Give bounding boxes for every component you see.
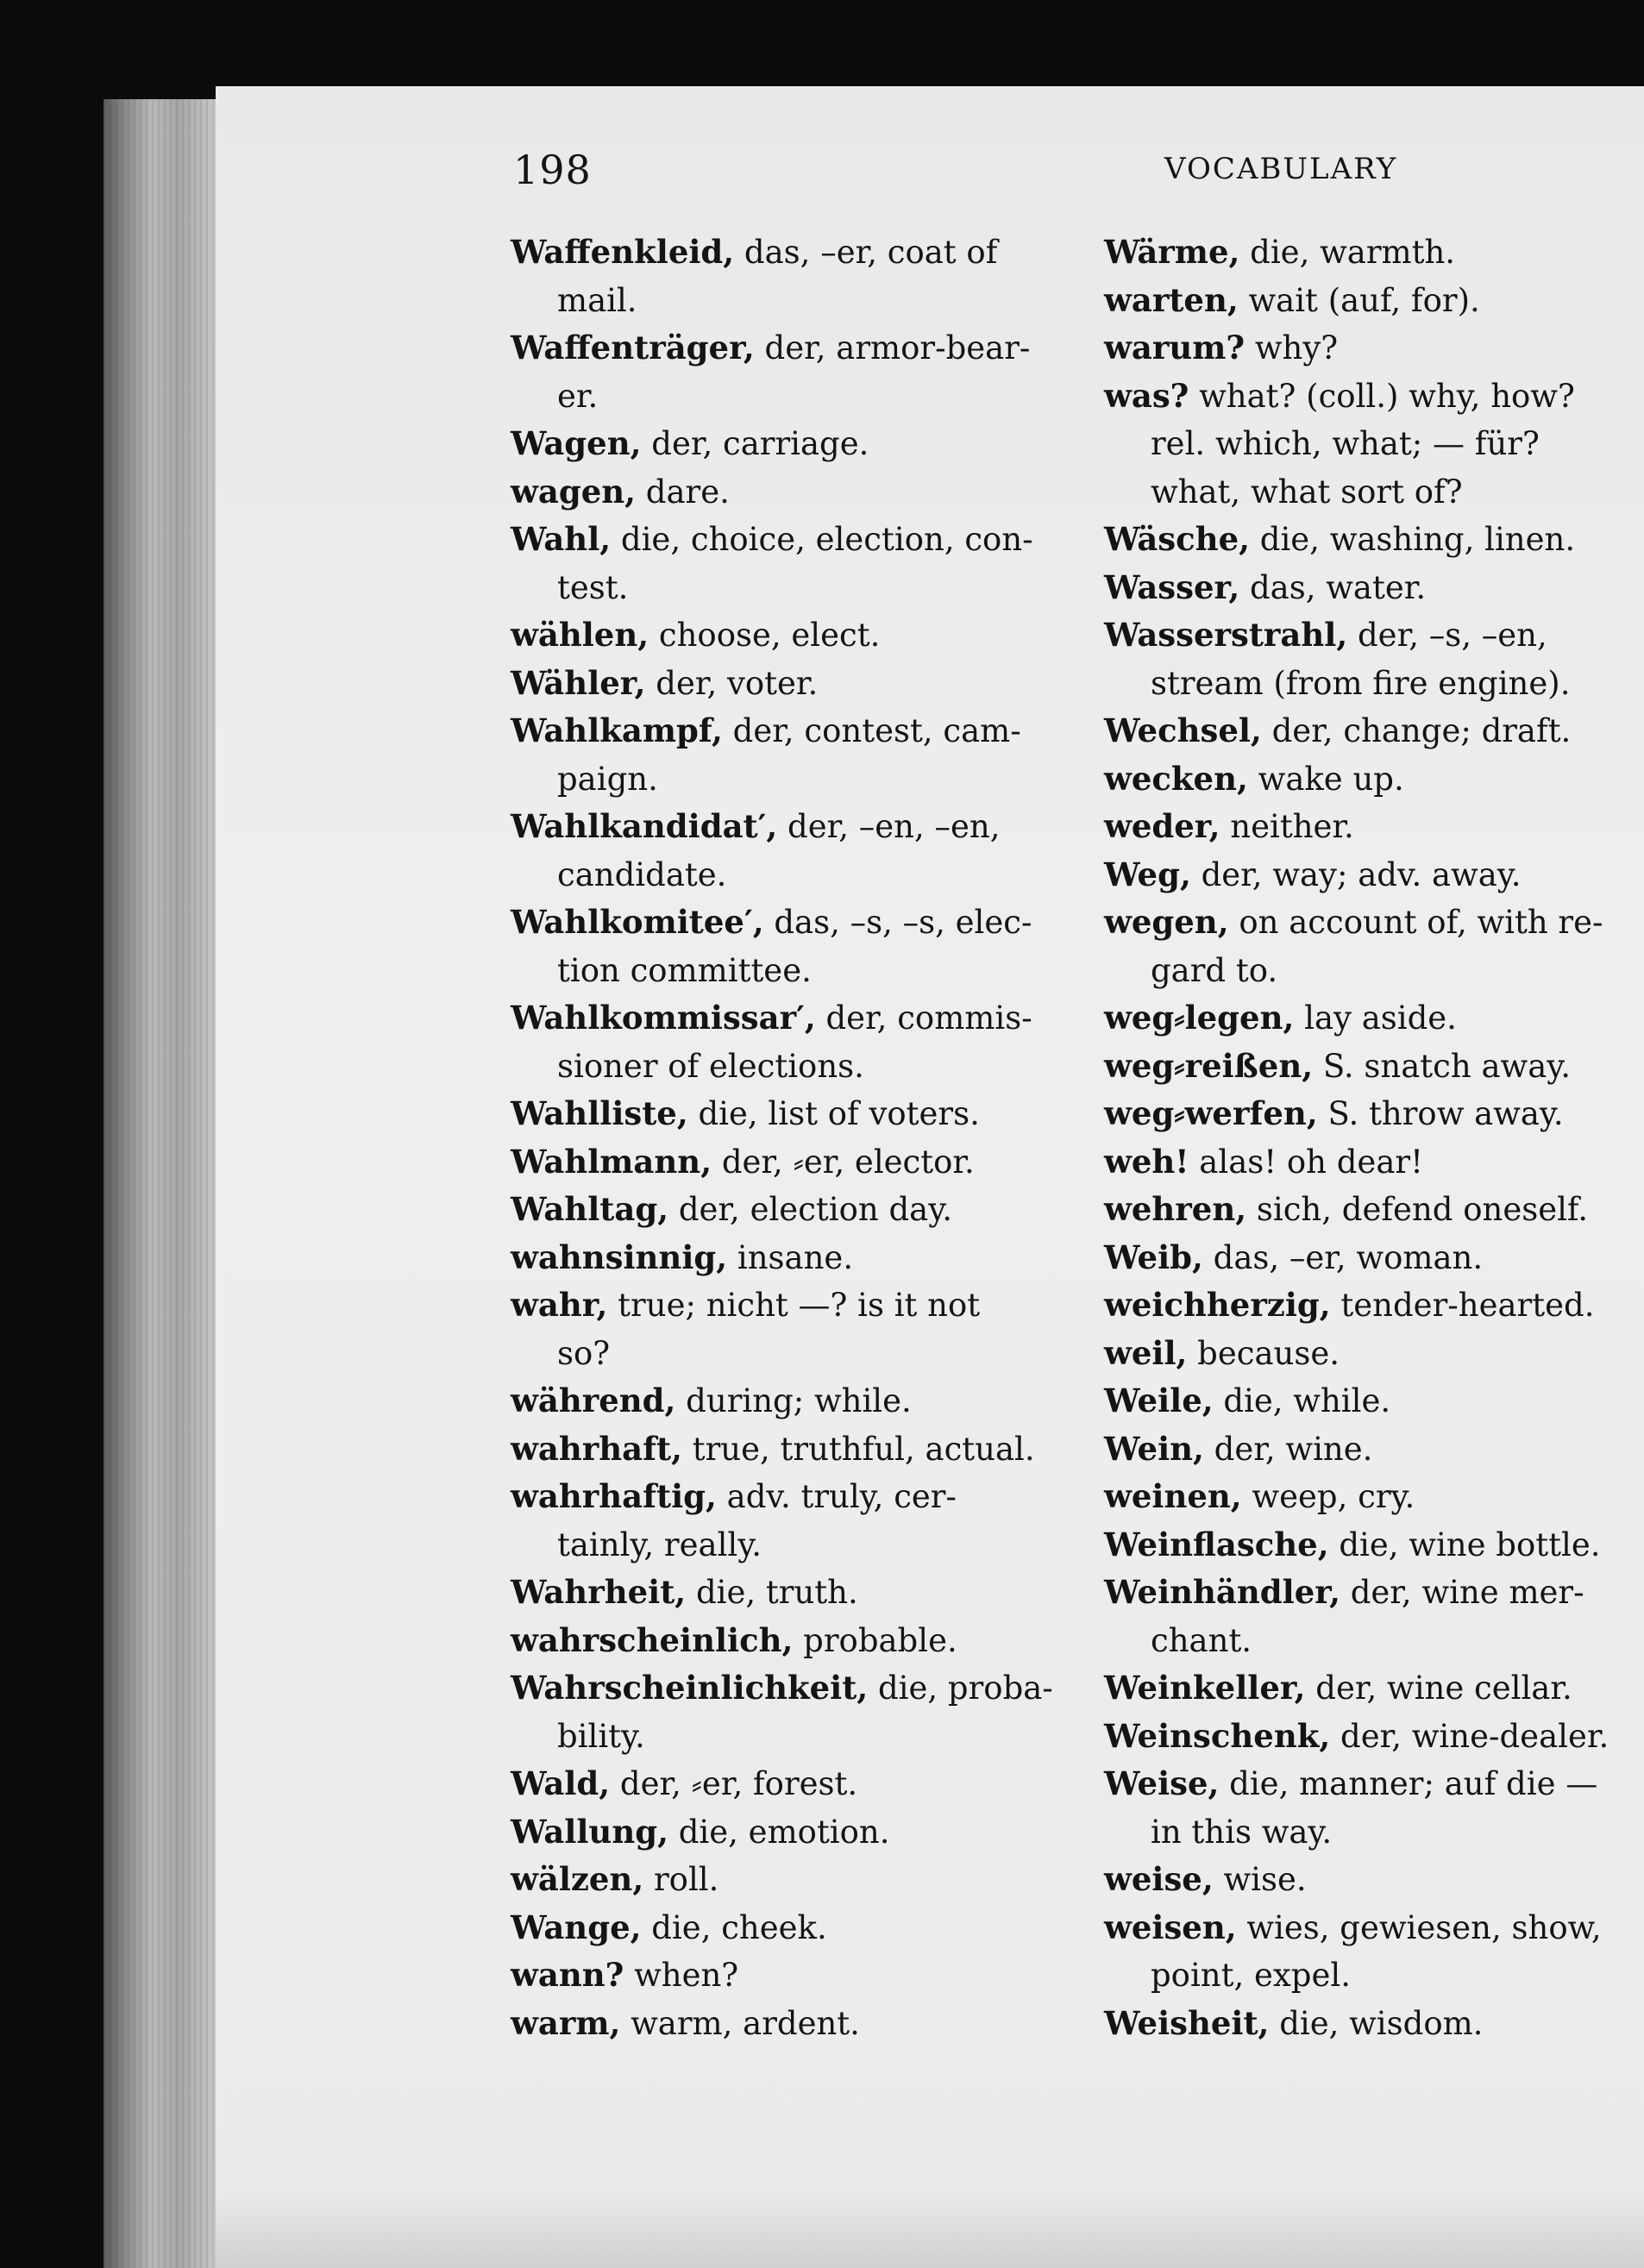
entry [1104,324,1644,373]
definition: der, voter. [645,664,819,702]
headword: Wein, [1104,1429,1204,1468]
entry [1104,2000,1644,2048]
definition-continued: paign. [557,760,658,798]
definition-continued: candidate. [557,855,727,893]
definition: S. throw away. [1317,1095,1564,1132]
headword: Weinschenk, [1104,1716,1331,1755]
headword: Wahlkampf, [511,711,723,749]
headword: wegen, [1104,903,1229,941]
headword: wahr, [511,1286,608,1324]
definition: die, wisdom. [1269,2004,1484,2042]
headword: wahnsinnig, [511,1237,728,1276]
definition: adv. truly, cer- [716,1478,957,1515]
entry [1104,1281,1644,1330]
definition: die, truth. [686,1574,858,1611]
entry [1104,564,1644,612]
headword: Weile, [1104,1381,1214,1419]
headword: wahrscheinlich, [511,1620,794,1659]
headword: Wahrscheinlichkeit, [511,1669,869,1707]
headword: weil, [1104,1333,1188,1372]
headword: wann? [511,1956,624,1994]
definition: das, –er, woman. [1202,1238,1484,1276]
headword: während, [511,1381,676,1419]
headword: weise, [1104,1860,1214,1898]
page-number: 198 [513,147,592,193]
headword: weinen, [1104,1477,1242,1515]
definition: der, wine mer- [1340,1574,1584,1611]
entry [1104,373,1644,517]
definition-continued: chant. [1151,1621,1252,1659]
headword: Waffenkleid, [511,233,735,271]
headword: Wechsel, [1104,711,1262,749]
entry [1104,1186,1644,1234]
entry [1104,1521,1644,1569]
definition-continued: point, expel. [1151,1957,1351,1994]
book-page-edges [104,99,224,2268]
headword: wagen, [511,472,637,511]
definition: der, contest, cam- [722,712,1021,749]
definition: S. snatch away. [1313,1047,1572,1085]
headword: Weinflasche, [1104,1525,1329,1563]
headword: weisen, [1104,1908,1237,1946]
definition: insane. [727,1238,854,1276]
headword: Wähler, [511,663,646,702]
definition: der, wine-dealer. [1330,1717,1609,1755]
definition-continued: gard to. [1151,951,1278,989]
definition: die, while. [1213,1382,1391,1419]
entry [1104,707,1644,755]
headword: Weg, [1104,855,1191,893]
definition: wake up. [1247,760,1404,798]
definition: die, warmth. [1239,234,1456,271]
definition: true, truthful, actual. [681,1430,1035,1468]
entry [1104,851,1644,899]
headword: weh! [1104,1142,1189,1181]
definition: die, washing, linen. [1250,521,1576,558]
headword: Wagen, [511,424,642,462]
headword: Weisheit, [1104,2003,1270,2042]
headword: Weib, [1104,1237,1203,1276]
definition: der, way; adv. away. [1190,855,1522,893]
headword: Wahlkomitee′, [511,903,764,941]
entry [1104,899,1644,994]
headword: Weinhändler, [1104,1573,1340,1611]
entry [1104,1664,1644,1713]
definition: during; while. [675,1382,912,1419]
headword: Wasser, [1104,567,1240,606]
entry [1104,277,1644,325]
definition: what? (coll.) why, how? [1189,377,1575,415]
definition: die, proba- [868,1670,1053,1707]
definition-continued: what, what sort of? [1151,473,1463,511]
entry [1104,755,1644,804]
definition-continued: tainly, really. [557,1526,762,1563]
headword: weichherzig, [1104,1286,1331,1324]
definition: wait (auf, for). [1238,281,1480,319]
entry [1104,229,1644,277]
entry [1104,611,1644,707]
entry [1104,1330,1644,1378]
definition: der, –en, –en, [777,808,1001,845]
entry [1104,1569,1644,1664]
definition: lay aside. [1294,999,1457,1037]
definition-continued: in this way. [1151,1813,1333,1851]
headword: wehren, [1104,1190,1247,1228]
definition: der, wine cellar. [1305,1670,1572,1707]
headword: Weinkeller, [1104,1669,1306,1707]
definition: warm, ardent. [620,2004,860,2042]
definition: der, wine. [1203,1430,1373,1468]
page-bottom-shadow [216,2190,1644,2268]
definition-continued: so? [557,1334,611,1372]
entry [1104,1377,1644,1425]
definition-continued: rel. which, what; — für? [1151,425,1540,462]
definition: der, election day. [668,1191,952,1228]
headword: Wald, [511,1764,611,1802]
entry [1104,1904,1644,2000]
definition: because. [1187,1334,1340,1372]
headword: Wahl, [511,520,612,558]
headword: Wasserstrahl, [1104,616,1348,654]
entry [1104,516,1644,564]
definition: dare. [636,473,730,511]
definition: choose, elect. [649,617,881,654]
definition: weep, cry. [1241,1478,1415,1515]
definition-continued: bility. [557,1717,645,1755]
entry [1104,1090,1644,1138]
definition: alas! oh dear! [1189,1143,1423,1181]
running-title: VOCABULARY [1164,152,1398,186]
definition: wies, gewiesen, show, [1236,1908,1602,1946]
entry [1104,1138,1644,1187]
definition: die, emotion. [668,1813,890,1851]
headword: weg⸗reißen, [1104,1046,1314,1085]
definition: der, ⸗er, elector. [712,1143,975,1181]
definition-continued: stream (from fire engine). [1151,664,1571,702]
right-column [1104,229,1644,2047]
definition: die, manner; auf die — [1219,1765,1598,1802]
definition: das, –er, coat of [734,234,998,271]
entry [1104,1425,1644,1474]
headword: weg⸗werfen, [1104,1094,1318,1132]
headword: warm, [511,2003,621,2042]
headword: wecken, [1104,759,1248,798]
headword: Wahlmann, [511,1142,712,1181]
definition: why? [1245,329,1339,367]
definition: die, list of voters. [687,1095,980,1132]
headword: wählen, [511,616,649,654]
definition: tender-hearted. [1330,1287,1595,1324]
entry [1104,1234,1644,1282]
definition-continued: sioner of elections. [557,1047,864,1085]
headword: weder, [1104,807,1220,845]
definition: der, –s, –en, [1347,617,1547,654]
headword: Wange, [511,1908,642,1946]
headword: Wahltag, [511,1190,669,1228]
definition: der, commis- [815,999,1032,1037]
headword: wahrhaft, [511,1429,682,1468]
definition-continued: test. [557,568,629,606]
definition: der, armor-bear- [754,329,1031,367]
headword: Wahlliste, [511,1094,688,1132]
headword: weg⸗legen, [1104,999,1295,1037]
definition: die, cheek. [641,1908,827,1946]
definition: roll. [643,1861,719,1898]
definition-continued: mail. [557,281,637,319]
definition: das, –s, –s, elec- [763,904,1032,941]
entry [1104,803,1644,851]
entry [1104,1856,1644,1904]
headword: wahrhaftig, [511,1477,717,1515]
definition: true; nicht —? is it not [607,1287,981,1324]
entry [1104,1473,1644,1521]
entry [1104,1043,1644,1091]
definition: neither. [1220,808,1354,845]
page-header [513,147,1644,198]
headword: was? [1104,376,1189,415]
definition: der, ⸗er, forest. [610,1765,858,1802]
entry [1104,1713,1644,1761]
headword: Waffenträger, [511,329,755,367]
headword: Wallung, [511,1812,668,1851]
definition: das, water. [1239,568,1427,606]
definition: der, carriage. [641,425,869,462]
definition: probable. [793,1621,957,1659]
headword: warum? [1104,329,1246,367]
headword: warten, [1104,280,1239,319]
definition: die, choice, election, con- [611,521,1033,558]
headword: Wahlkandidat′, [511,807,778,845]
definition: on account of, with re- [1228,904,1603,941]
headword: Weise, [1104,1764,1220,1802]
headword: Wärme, [1104,233,1240,271]
definition: sich, defend oneself. [1246,1191,1589,1228]
headword: wälzen, [511,1860,644,1898]
definition: der, change; draft. [1261,712,1572,749]
dictionary-page [216,86,1644,2268]
headword: Wäsche, [1104,520,1250,558]
headword: Wahlkommissar′, [511,999,816,1037]
definition: when? [624,1957,739,1994]
entry [1104,1760,1644,1856]
definition-continued: tion committee. [557,951,812,989]
entry [1104,994,1644,1043]
definition: wise. [1213,1861,1307,1898]
headword: Wahrheit, [511,1573,687,1611]
definition-continued: er. [557,377,599,415]
definition: die, wine bottle. [1328,1526,1601,1563]
